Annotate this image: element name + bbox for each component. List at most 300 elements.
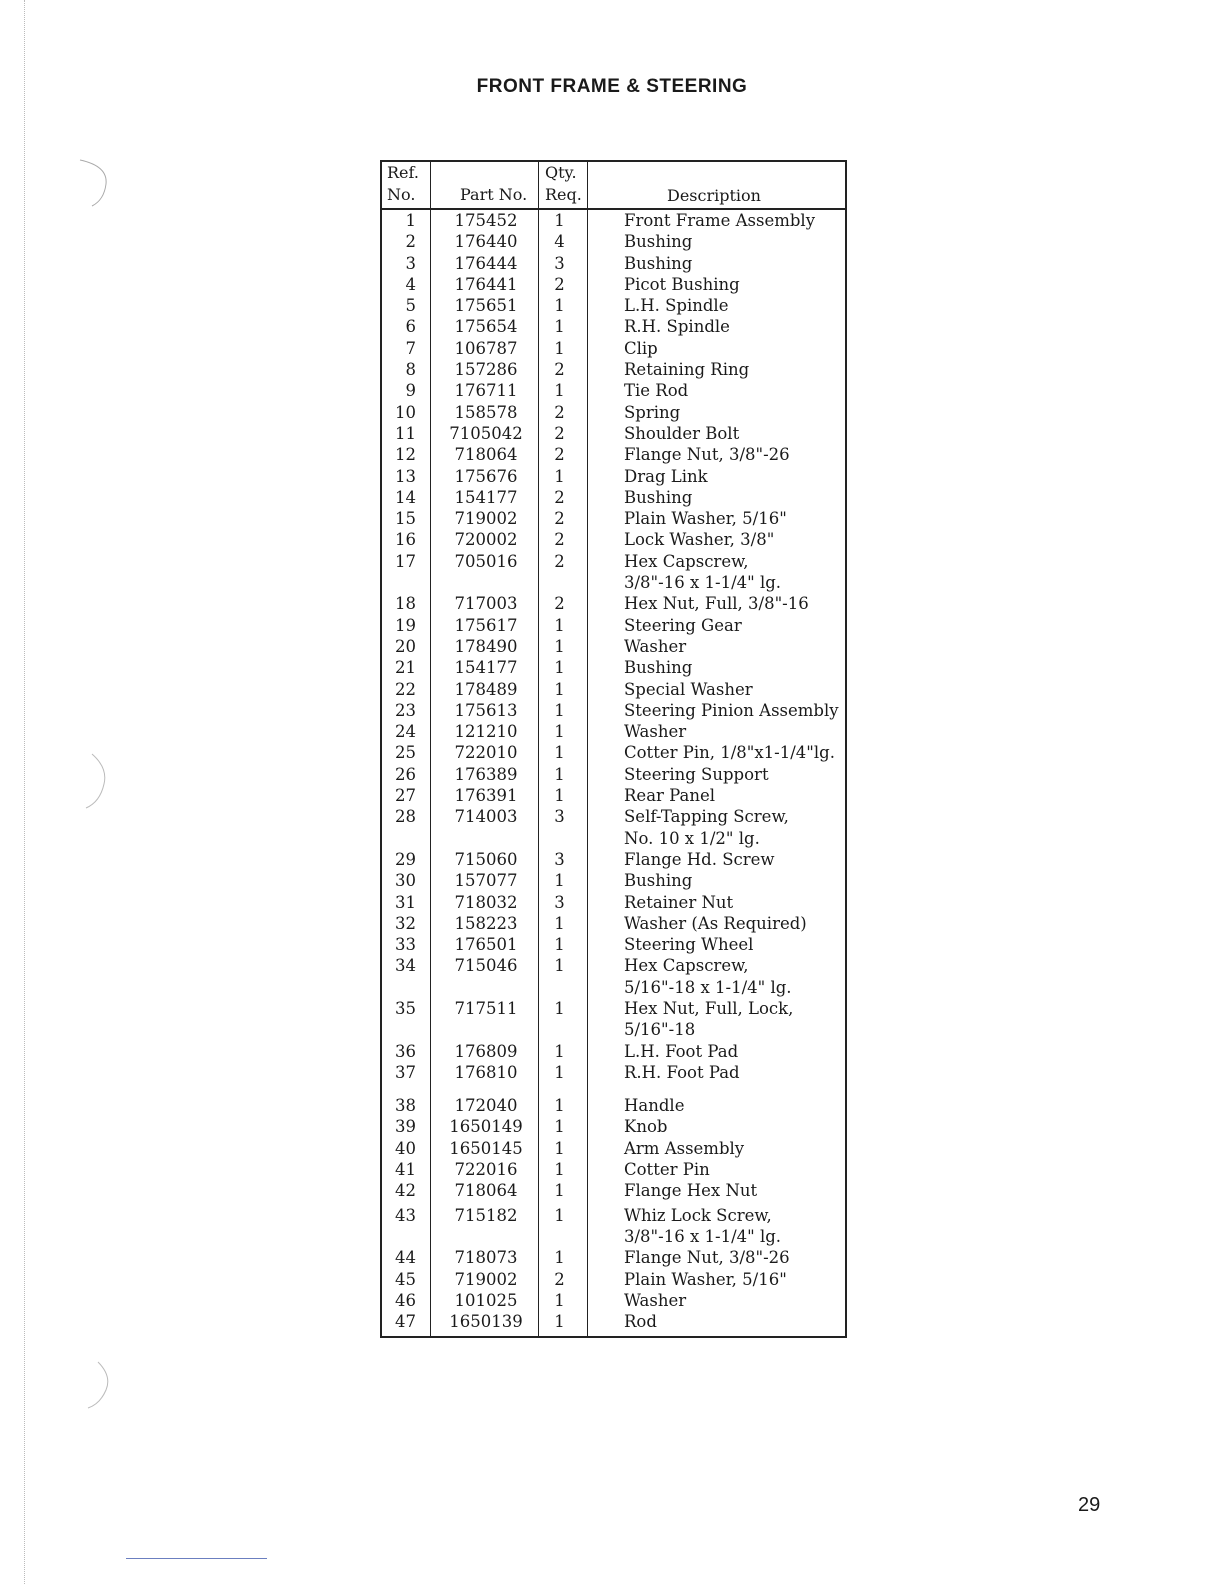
part-no-cell: 176391 [454,786,518,806]
description-line: Picot Bushing [624,274,740,294]
description-line: Washer [624,636,687,656]
table-row [382,316,845,337]
part-no-cell: 176711 [454,381,518,401]
table-body [382,210,845,1332]
description-line: Shoulder Bolt [624,423,740,443]
qty-cell: 2 [554,445,565,465]
ref-no-cell: 29 [395,849,416,869]
part-no-cell: 176441 [454,274,518,294]
qty-cell: 1 [554,1205,565,1225]
part-no-cell: 714003 [454,807,518,827]
ref-no-cell: 25 [395,743,416,763]
description-line: L.H. Foot Pad [624,1041,739,1061]
description-line: Flange Nut, 3/8"-26 [624,1248,790,1268]
qty-cell: 1 [554,1117,565,1137]
part-no-cell: 719002 [454,509,518,529]
description-line: Steering Support [624,764,769,784]
qty-cell: 1 [554,764,565,784]
table-row [382,1041,845,1062]
qty-cell: 2 [554,423,565,443]
header-qty-line2: Req. [545,185,582,204]
part-no-cell: 158223 [454,913,518,933]
binding-margin-line [24,0,25,1584]
description-cell [624,1180,846,1201]
description-line: Flange Nut, 3/8"-26 [624,445,790,465]
qty-cell: 2 [554,274,565,294]
table-row [382,444,845,465]
description-cell [624,785,846,806]
description-cell [624,806,846,849]
qty-cell: 1 [554,1290,565,1310]
description-cell [624,615,846,636]
description-line: Steering Pinion Assembly [624,700,839,720]
ref-no-cell: 42 [395,1181,416,1201]
table-row [382,870,845,891]
ref-no-cell: 37 [395,1062,416,1082]
table-row [382,742,845,763]
part-no-cell: 178490 [454,636,518,656]
part-no-cell: 715060 [454,849,518,869]
ref-no-cell: 6 [405,317,416,337]
table-row [382,295,845,316]
table-header [382,162,845,210]
punch-hole-mark-bottom [86,1360,116,1410]
ref-no-cell: 24 [395,722,416,742]
table-row [382,615,845,636]
description-cell [624,700,846,721]
table-row [382,593,845,614]
description-line: 3/8"-16 x 1-1/4" lg. [624,573,782,593]
ref-no-cell: 30 [395,871,416,891]
description-cell [624,423,846,444]
part-no-cell: 717511 [454,998,518,1018]
description-cell [624,402,846,423]
description-cell [624,764,846,785]
table-row [382,508,845,529]
qty-cell: 1 [554,296,565,316]
ref-no-cell: 4 [405,274,416,294]
part-no-cell: 175452 [454,211,518,230]
ref-no-cell: 44 [395,1248,416,1268]
ref-no-cell: 22 [395,679,416,699]
description-line: Spring [624,402,681,422]
description-line: Cotter Pin [624,1160,710,1180]
description-line: 5/16"-18 [624,1020,696,1040]
ref-no-cell: 11 [395,423,416,443]
qty-cell: 1 [554,658,565,678]
ref-no-cell: 14 [395,487,416,507]
description-line: Special Washer [624,679,753,699]
qty-cell: 1 [554,1062,565,1082]
description-line: No. 10 x 1/2" lg. [624,828,760,848]
description-line: Rod [624,1312,657,1332]
description-line: Bushing [624,487,693,507]
ref-no-cell: 9 [405,381,416,401]
part-no-cell: 154177 [454,487,518,507]
qty-cell: 1 [554,1138,565,1158]
qty-cell: 3 [554,807,565,827]
description-line: Handle [624,1096,685,1116]
qty-cell: 3 [554,892,565,912]
ref-no-cell: 2 [405,232,416,252]
table-row [382,955,845,998]
part-no-cell: 172040 [454,1096,518,1116]
description-line: Bushing [624,253,693,273]
table-row [382,253,845,274]
ref-no-cell: 28 [395,807,416,827]
description-line: Flange Hd. Screw [624,849,775,869]
qty-cell: 1 [554,743,565,763]
description-cell [624,1062,846,1083]
table-row [382,231,845,252]
description-cell [624,593,846,614]
header-qty-line1: Qty. [545,163,577,182]
table-row [382,892,845,913]
ref-no-cell: 35 [395,998,416,1018]
part-no-cell: 718064 [454,1181,518,1201]
footer-rule [126,1558,267,1559]
description-cell [624,955,846,998]
ref-no-cell: 1 [405,211,416,230]
description-cell [624,1290,846,1311]
description-line: 3/8"-16 x 1-1/4" lg. [624,1226,782,1246]
punch-hole-mark-middle [82,752,112,812]
description-line: Cotter Pin, 1/8"x1-1/4"lg. [624,743,835,763]
part-no-cell: 1650149 [449,1117,523,1137]
qty-cell: 2 [554,487,565,507]
table-row [382,210,845,231]
description-cell [624,295,846,316]
part-no-cell: 718064 [454,445,518,465]
description-cell [624,1269,846,1290]
qty-cell: 1 [554,935,565,955]
description-cell [624,338,846,359]
table-row [382,764,845,785]
table-row [382,849,845,870]
part-no-cell: 719002 [454,1269,518,1289]
table-row [382,402,845,423]
description-cell [624,253,846,274]
description-line: Washer (As Required) [624,913,807,933]
table-row [382,1247,845,1268]
qty-cell: 1 [554,1181,565,1201]
table-row [382,1205,845,1248]
description-cell [624,934,846,955]
ref-no-cell: 31 [395,892,416,912]
table-row [382,785,845,806]
qty-cell: 1 [554,1096,565,1116]
description-line: Bushing [624,232,693,252]
description-cell [624,636,846,657]
description-line: Hex Capscrew, [624,956,749,976]
description-cell [624,1116,846,1137]
description-line: Drag Link [624,466,708,486]
qty-cell: 1 [554,338,565,358]
qty-cell: 1 [554,956,565,976]
description-cell [624,1247,846,1268]
ref-no-cell: 12 [395,445,416,465]
qty-cell: 2 [554,530,565,550]
description-cell [624,380,846,401]
description-cell [624,231,846,252]
ref-no-cell: 8 [405,360,416,380]
ref-no-cell: 5 [405,296,416,316]
description-line: Arm Assembly [624,1138,745,1158]
table-row [382,338,845,359]
description-line: Retainer Nut [624,892,734,912]
description-cell [624,508,846,529]
table-row [382,679,845,700]
description-line: Bushing [624,871,693,891]
description-cell [624,316,846,337]
description-line: L.H. Spindle [624,296,729,316]
description-cell [624,466,846,487]
description-cell [624,210,846,231]
table-row [382,487,845,508]
qty-cell: 2 [554,360,565,380]
ref-no-cell: 38 [395,1096,416,1116]
part-no-cell: 175654 [454,317,518,337]
part-no-cell: 157077 [454,871,518,891]
part-no-cell: 722010 [454,743,518,763]
qty-cell: 1 [554,679,565,699]
part-no-cell: 175613 [454,700,518,720]
qty-cell: 1 [554,381,565,401]
page-title: FRONT FRAME & STEERING [476,76,748,97]
qty-cell: 1 [554,998,565,1018]
part-no-cell: 178489 [454,679,518,699]
description-line: Clip [624,338,658,358]
description-line: Hex Capscrew, [624,551,749,571]
description-cell [624,998,846,1041]
description-line: Hex Nut, Full, Lock, [624,998,794,1018]
part-no-cell: 121210 [454,722,518,742]
table-row [382,359,845,380]
header-ref-line1: Ref. [387,163,419,182]
description-cell [624,657,846,678]
description-cell [624,1205,846,1248]
table-row [382,274,845,295]
description-cell [624,444,846,465]
table-row [382,998,845,1041]
ref-no-cell: 39 [395,1117,416,1137]
ref-no-cell: 7 [405,338,416,358]
description-cell [624,1041,846,1062]
description-line: Tie Rod [624,381,689,401]
description-line: Washer [624,1290,687,1310]
ref-no-cell: 18 [395,594,416,614]
description-cell [624,870,846,891]
header-ref-line2: No. [387,185,416,204]
description-cell [624,892,846,913]
part-no-cell: 157286 [454,360,518,380]
ref-no-cell: 32 [395,913,416,933]
description-line: Steering Wheel [624,935,754,955]
description-cell [624,679,846,700]
ref-no-cell: 3 [405,253,416,273]
part-no-cell: 175676 [454,466,518,486]
qty-cell: 2 [554,509,565,529]
qty-cell: 1 [554,722,565,742]
qty-cell: 4 [554,232,565,252]
qty-cell: 1 [554,1312,565,1332]
ref-no-cell: 27 [395,786,416,806]
ref-no-cell: 36 [395,1041,416,1061]
part-no-cell: 717003 [454,594,518,614]
part-no-cell: 705016 [454,551,518,571]
ref-no-cell: 33 [395,935,416,955]
description-cell [624,1138,846,1159]
table-row [382,934,845,955]
description-line: Lock Washer, 3/8" [624,530,775,550]
description-line: R.H. Foot Pad [624,1062,740,1082]
description-line: Steering Gear [624,615,742,635]
ref-no-cell: 40 [395,1138,416,1158]
description-cell [624,1159,846,1180]
qty-cell: 1 [554,1041,565,1061]
qty-cell: 1 [554,636,565,656]
table-row [382,380,845,401]
part-no-cell: 718073 [454,1248,518,1268]
ref-no-cell: 19 [395,615,416,635]
qty-cell: 1 [554,1248,565,1268]
part-no-cell: 715046 [454,956,518,976]
ref-no-cell: 47 [395,1312,416,1332]
qty-cell: 1 [554,317,565,337]
qty-cell: 2 [554,594,565,614]
table-row [382,423,845,444]
table-row [382,1159,845,1180]
header-description: Description [667,186,761,205]
description-line: Retaining Ring [624,360,750,380]
part-no-cell: 158578 [454,402,518,422]
part-no-cell: 176810 [454,1062,518,1082]
ref-no-cell: 46 [395,1290,416,1310]
ref-no-cell: 45 [395,1269,416,1289]
part-no-cell: 101025 [454,1290,518,1310]
part-no-cell: 1650145 [449,1138,523,1158]
qty-cell: 3 [554,849,565,869]
table-row [382,1311,845,1332]
table-row [382,700,845,721]
qty-cell: 1 [554,466,565,486]
qty-cell: 1 [554,871,565,891]
table-row [382,1116,845,1137]
description-line: R.H. Spindle [624,317,730,337]
table-row [382,1180,845,1201]
part-no-cell: 7105042 [449,423,523,443]
table-row [382,1062,845,1083]
ref-no-cell: 13 [395,466,416,486]
description-line: Washer [624,722,687,742]
description-line: Plain Washer, 5/16" [624,509,787,529]
part-no-cell: 175651 [454,296,518,316]
part-no-cell: 176444 [454,253,518,273]
qty-cell: 2 [554,1269,565,1289]
description-cell [624,359,846,380]
description-cell [624,1311,846,1332]
description-line: Flange Hex Nut [624,1181,758,1201]
description-line: Knob [624,1117,668,1137]
description-line: Hex Nut, Full, 3/8"-16 [624,594,809,614]
part-no-cell: 1650139 [449,1312,523,1332]
description-cell [624,487,846,508]
ref-no-cell: 10 [395,402,416,422]
description-line: Whiz Lock Screw, [624,1205,772,1225]
part-no-cell: 722016 [454,1160,518,1180]
ref-no-cell: 15 [395,509,416,529]
punch-hole-mark-top [78,158,114,208]
ref-no-cell: 21 [395,658,416,678]
table-row [382,1290,845,1311]
qty-cell: 1 [554,786,565,806]
qty-cell: 2 [554,551,565,571]
part-no-cell: 106787 [454,338,518,358]
table-row [382,1269,845,1290]
description-cell [624,529,846,550]
ref-no-cell: 16 [395,530,416,550]
qty-cell: 1 [554,1160,565,1180]
qty-cell: 1 [554,700,565,720]
description-line: Bushing [624,658,693,678]
header-part-no: Part No. [460,185,528,204]
table-row [382,466,845,487]
description-line: Plain Washer, 5/16" [624,1269,787,1289]
part-no-cell: 718032 [454,892,518,912]
table-row [382,721,845,742]
part-no-cell: 176389 [454,764,518,784]
description-cell [624,849,846,870]
description-line: 5/16"-18 x 1-1/4" lg. [624,977,792,997]
table-row [382,529,845,550]
description-line: Rear Panel [624,786,716,806]
ref-no-cell: 20 [395,636,416,656]
ref-no-cell: 17 [395,551,416,571]
part-no-cell: 720002 [454,530,518,550]
page-number: 29 [1078,1494,1101,1516]
table-row [382,913,845,934]
ref-no-cell: 43 [395,1205,416,1225]
qty-cell: 3 [554,253,565,273]
part-no-cell: 176440 [454,232,518,252]
table-row [382,1095,845,1116]
description-cell [624,742,846,763]
description-line: Self-Tapping Screw, [624,807,789,827]
qty-cell: 1 [554,913,565,933]
table-row [382,551,845,594]
qty-cell: 1 [554,615,565,635]
ref-no-cell: 23 [395,700,416,720]
description-line: Front Frame Assembly [624,211,816,230]
description-cell [624,274,846,295]
table-row [382,1138,845,1159]
ref-no-cell: 41 [395,1160,416,1180]
table-row [382,636,845,657]
description-cell [624,913,846,934]
description-cell [624,551,846,594]
description-cell [624,1095,846,1116]
table-row [382,657,845,678]
ref-no-cell: 26 [395,764,416,784]
ref-no-cell: 34 [395,956,416,976]
part-no-cell: 176501 [454,935,518,955]
part-no-cell: 715182 [454,1205,518,1225]
qty-cell: 2 [554,402,565,422]
parts-table [380,160,847,1338]
part-no-cell: 176809 [454,1041,518,1061]
qty-cell: 1 [554,211,565,230]
table-row [382,806,845,849]
